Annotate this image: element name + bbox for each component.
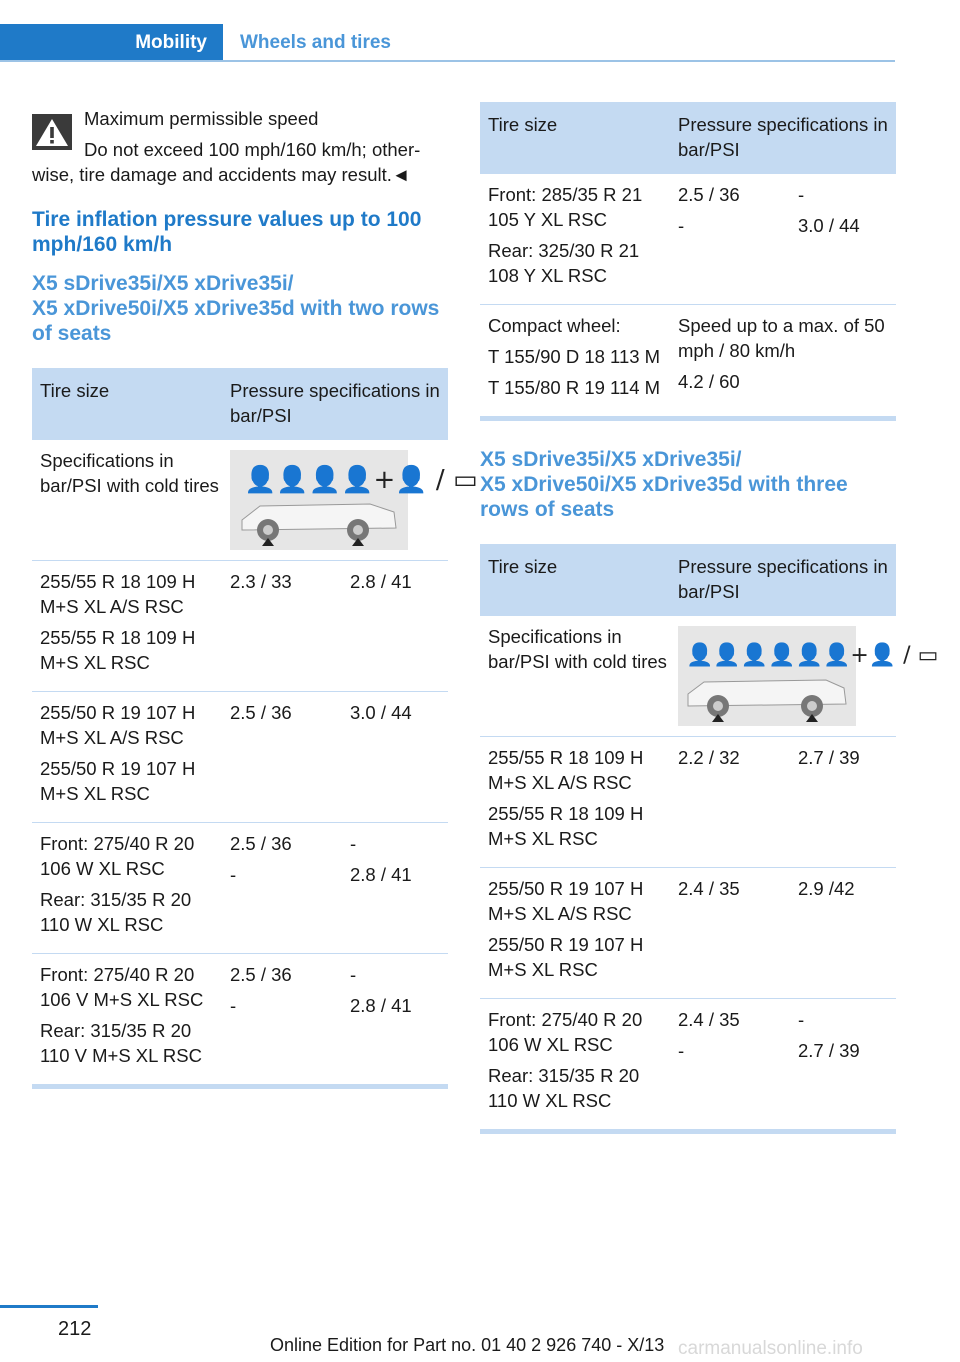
header-pressure: Pressure specifications in bar/PSI: [222, 368, 448, 440]
load-icons: 👤👤👤👤+👤 / ▭: [244, 465, 478, 495]
pressure-value: 4.2 / 60: [678, 371, 740, 392]
warning-text: Do not exceed 100 mph/160 km/h; other-wise, tire damage and accidents may result.◄: [32, 139, 421, 185]
warning-block: [32, 106, 448, 187]
table-end-rule: [32, 1084, 448, 1089]
tire-size-alt: 255/55 R 18 109 H M+S XL RSC: [488, 803, 644, 849]
tire-size-alt: Rear: 315/35 R 20 110 W XL RSC: [40, 889, 192, 935]
pressure-value: -: [798, 1009, 805, 1030]
table-end-rule: [480, 416, 896, 421]
pressure-value: 2.3 / 33: [230, 571, 292, 592]
tire-size-alt: 255/55 R 18 109 H M+S XL RSC: [40, 627, 196, 673]
table-row: [480, 174, 896, 305]
table-header-row: [480, 544, 896, 616]
table-header-row: [480, 102, 896, 174]
pressure-value: -: [230, 864, 237, 885]
page-header: [0, 0, 895, 62]
left-pressure-table: [32, 368, 478, 1084]
footer-rule: [0, 1305, 98, 1308]
right-pressure-table-continued: [480, 102, 896, 416]
table-row: [480, 737, 896, 868]
left-column: [32, 100, 478, 1089]
pressure-value: -: [350, 833, 357, 854]
header-pressure: Pressure specifications in bar/PSI: [670, 544, 896, 616]
tire-size: Front: 275/40 R 20 106 W XL RSC: [40, 833, 195, 879]
pressure-value: 2.9 /42: [798, 878, 855, 899]
table-row: [480, 999, 896, 1130]
header-tire-size: Tire size: [32, 368, 222, 440]
tire-size-alt: Rear: 325/30 R 21 108 Y XL RSC: [488, 240, 640, 286]
warning-title: Maximum permissible speed: [84, 108, 319, 129]
tire-size-alt: 255/50 R 19 107 H M+S XL RSC: [488, 934, 644, 980]
table-row: [480, 616, 896, 737]
pressure-value: 2.5 / 36: [230, 702, 292, 723]
section-tab-mobility[interactable]: Mobility: [0, 24, 223, 61]
right-pressure-table: [480, 544, 939, 1129]
tire-size-alt: Rear: 315/35 R 20 110 V M+S XL RSC: [40, 1020, 202, 1066]
load-diagram-cell: [222, 440, 478, 561]
pressure-value: 2.8 / 41: [350, 864, 412, 885]
pressure-value: 2.8 / 41: [350, 571, 412, 592]
header-tire-size: Tire size: [480, 102, 670, 174]
pressure-value: 3.0 / 44: [350, 702, 412, 723]
table-row: [32, 692, 448, 823]
watermark: carmanualsonline.info: [678, 1338, 863, 1359]
tire-size: 255/55 R 18 109 H M+S XL A/S RSC: [488, 747, 644, 793]
page-number: 212: [58, 1318, 92, 1340]
table-row: [32, 823, 448, 954]
table-row: [480, 868, 896, 999]
left-subheading-line1: X5 sDrive35i/X5 xDrive35i/: [32, 272, 294, 295]
tire-size: Front: 275/40 R 20 106 W XL RSC: [488, 1009, 643, 1055]
spec-label: Specifications in bar/PSI with cold tires: [40, 450, 219, 496]
tire-size: 255/55 R 18 109 H M+S XL A/S RSC: [40, 571, 196, 617]
tire-size: T 155/90 D 18 113 M: [488, 346, 661, 367]
pressure-value: -: [678, 1040, 685, 1061]
pressure-value: -: [798, 184, 805, 205]
pressure-value: 2.7 / 39: [798, 747, 860, 768]
vehicle-load-diagram: [230, 450, 478, 550]
header-pressure: Pressure specifications in bar/PSI: [670, 102, 896, 174]
table-end-rule: [480, 1129, 896, 1134]
warning-triangle-icon: [32, 114, 72, 150]
tire-size-alt: T 155/80 R 19 114 M: [488, 377, 661, 398]
vehicle-load-diagram: [678, 626, 939, 726]
table-row: [32, 561, 448, 692]
tire-size: Front: 275/40 R 20 106 V M+S XL RSC: [40, 964, 204, 1010]
pressure-value: 2.4 / 35: [678, 1009, 740, 1030]
table-row: [32, 954, 448, 1085]
table-row: [32, 440, 448, 561]
header-tire-size: Tire size: [480, 544, 670, 616]
tire-size-alt: Rear: 315/35 R 20 110 W XL RSC: [488, 1065, 640, 1111]
pressure-value: 2.5 / 36: [230, 964, 292, 985]
right-subheading: [480, 447, 896, 522]
load-icons: 👤👤👤👤👤👤+👤 / ▭: [686, 643, 939, 668]
tire-size: Front: 285/35 R 21 105 Y XL RSC: [488, 184, 643, 230]
right-subheading-line1: X5 sDrive35i/X5 xDrive35i/: [480, 448, 742, 471]
pressure-value: 2.8 / 41: [350, 995, 412, 1016]
spec-label: Specifications in bar/PSI with cold tires: [488, 626, 667, 672]
right-subheading-line2: X5 xDrive50i/X5 xDrive35d with three rows of seats: [480, 473, 848, 521]
table-row: [480, 305, 896, 417]
left-subheading: [32, 271, 448, 346]
left-subheading-line2: X5 xDrive50i/X5 xDrive35d with two rows of seats: [32, 297, 440, 345]
pressure-value: 2.4 / 35: [678, 878, 740, 899]
pressure-value: -: [350, 964, 357, 985]
pressure-value: 2.2 / 32: [678, 747, 740, 768]
tire-size: 255/50 R 19 107 H M+S XL A/S RSC: [40, 702, 196, 748]
section-heading: Tire inflation pressure values up to 100 mph/160 km/h: [32, 208, 422, 256]
tire-size-alt: 255/50 R 19 107 H M+S XL RSC: [40, 758, 196, 804]
pressure-value: -: [230, 995, 237, 1016]
header-rule: [0, 60, 895, 62]
pressure-value: 3.0 / 44: [798, 215, 860, 236]
right-column: [480, 102, 939, 1134]
table-header-row: [32, 368, 448, 440]
compact-wheel-label: Compact wheel:: [488, 315, 621, 336]
tire-size: 255/50 R 19 107 H M+S XL A/S RSC: [488, 878, 644, 924]
load-diagram-cell: [670, 616, 939, 737]
pressure-value: 2.5 / 36: [678, 184, 740, 205]
pressure-value: 2.7 / 39: [798, 1040, 860, 1061]
section-tab-wheels-and-tires[interactable]: Wheels and tires: [240, 32, 391, 53]
pressure-value: 2.5 / 36: [230, 833, 292, 854]
compact-speed-note: Speed up to a max. of 50 mph / 80 km/h: [678, 315, 885, 361]
pressure-value: -: [678, 215, 685, 236]
edition-footer: Online Edition for Part no. 01 40 2 926 740 - X/13: [270, 1335, 665, 1355]
